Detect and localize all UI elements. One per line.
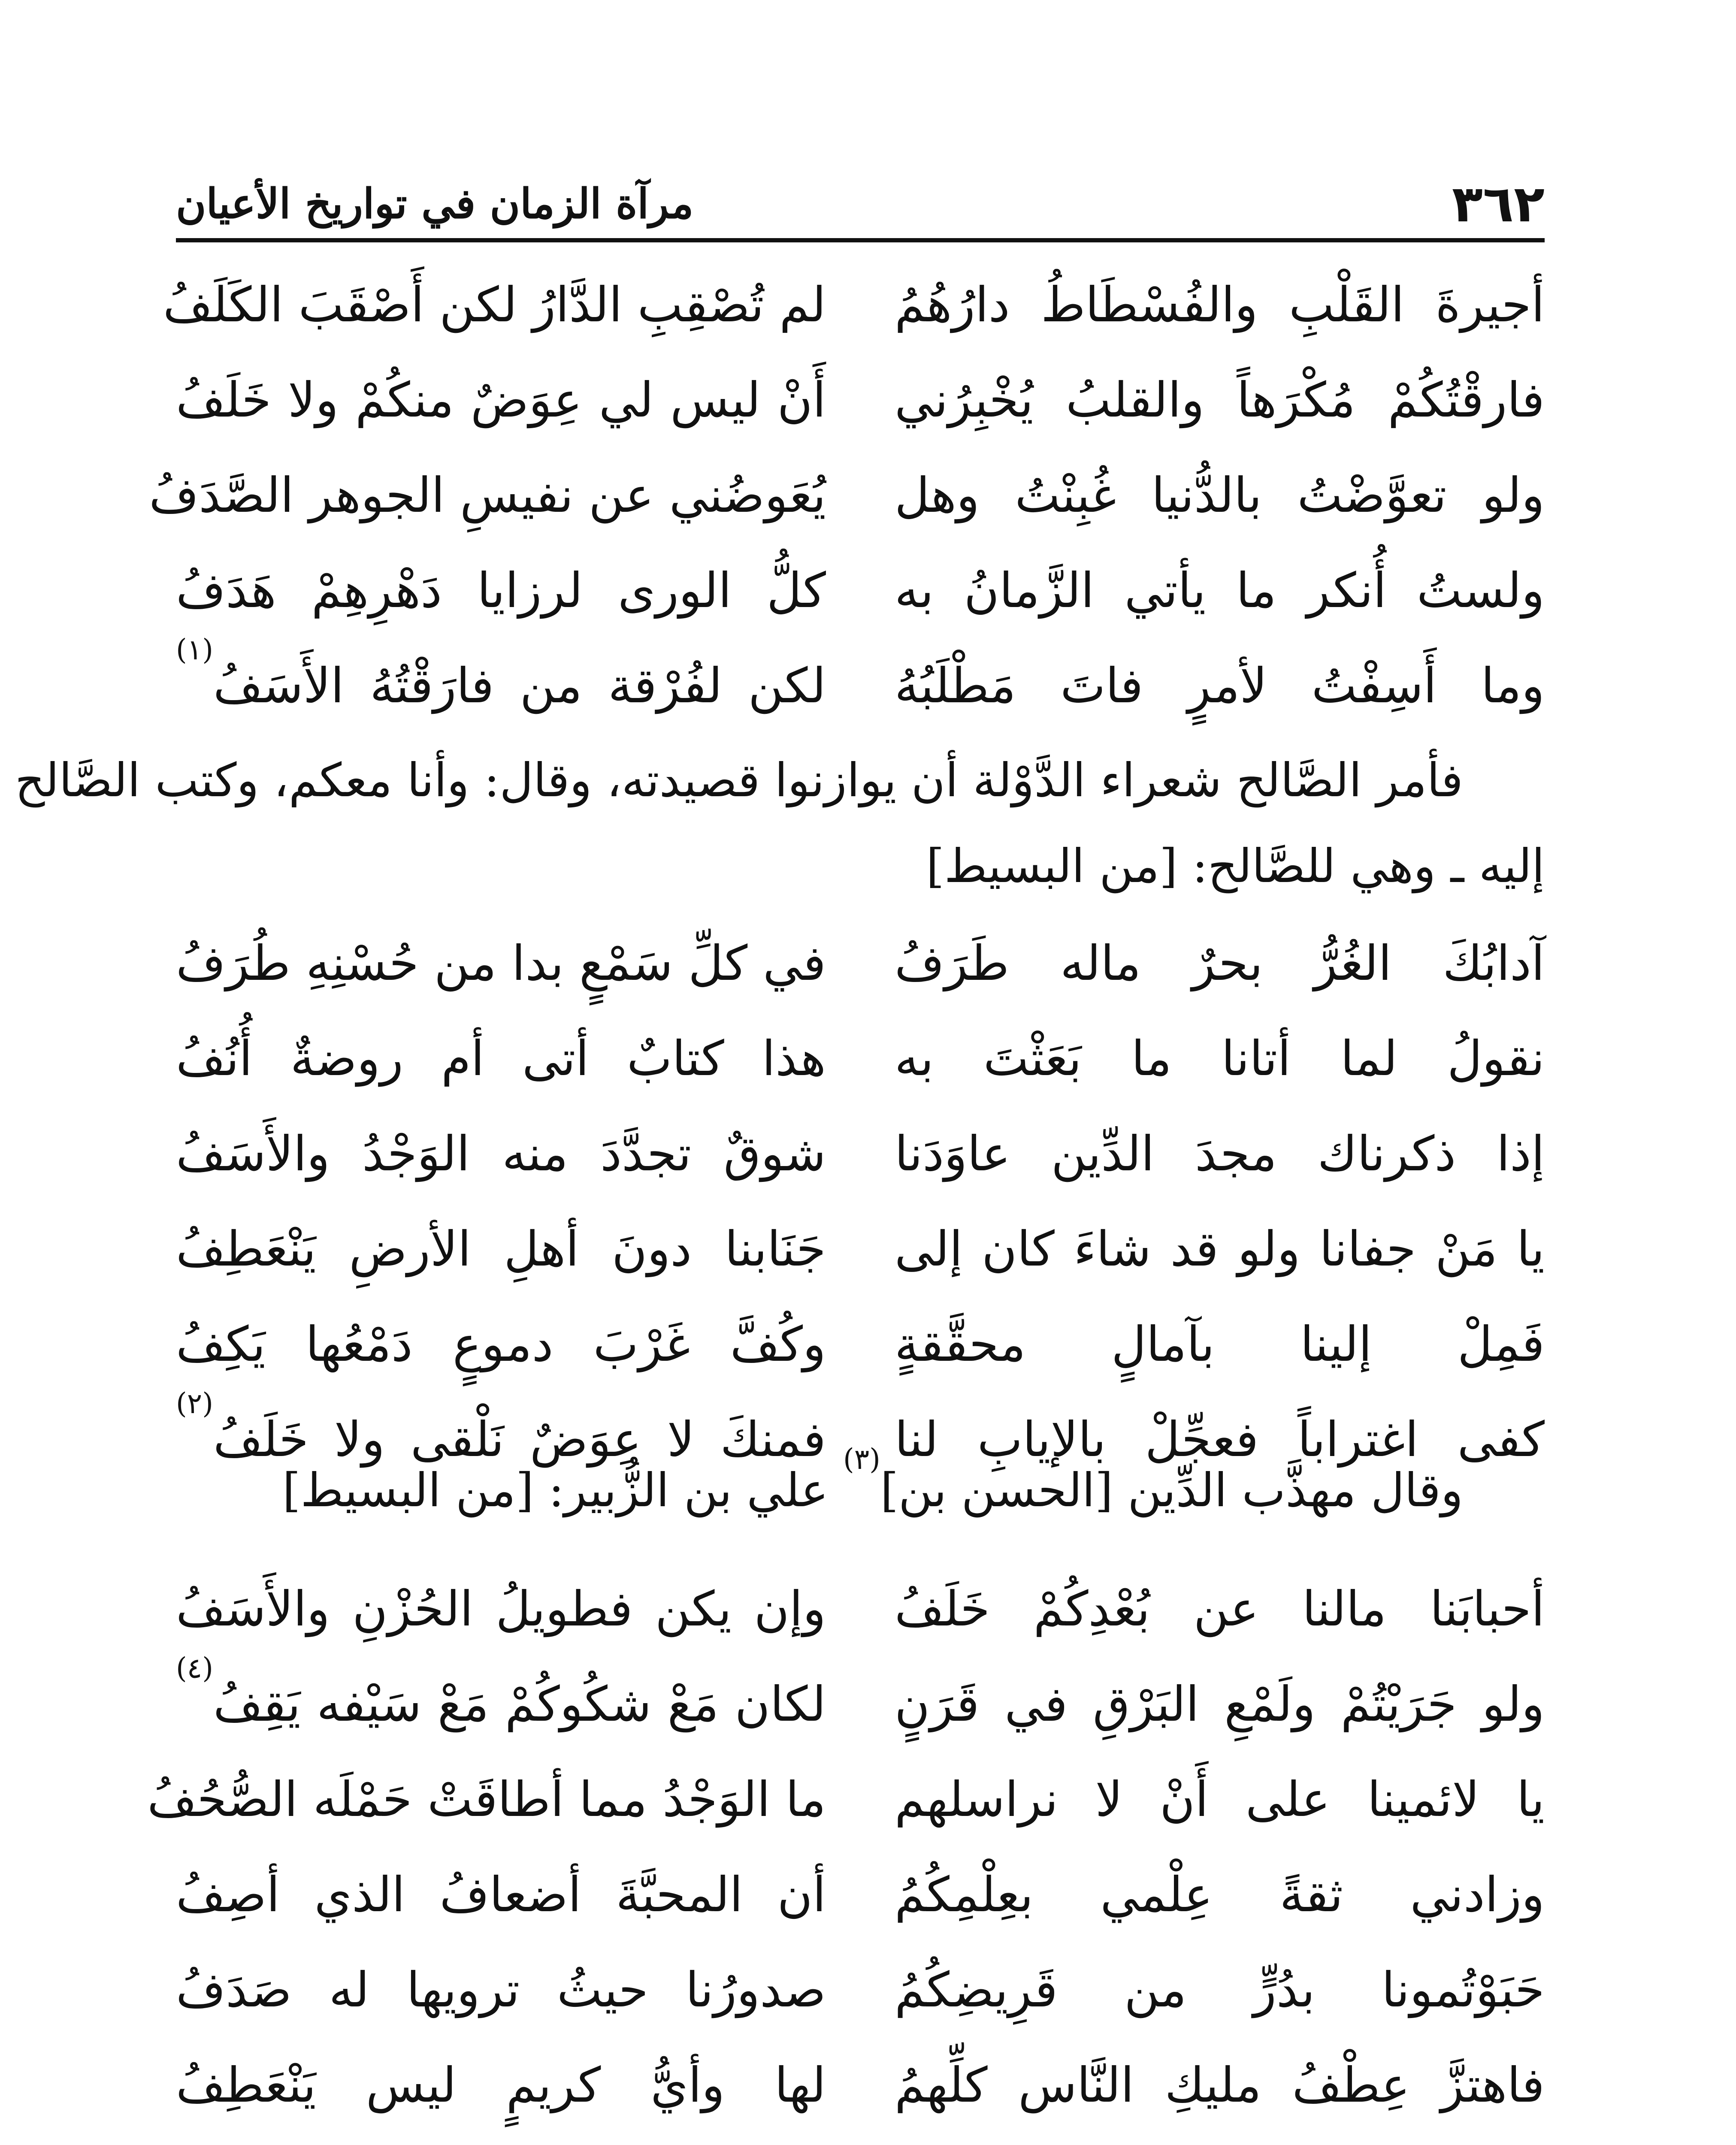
verse-second-hemistich: ما الوَجْدُ مما أطاقَتْ حَمْلَه الصُّحُفُ <box>147 1772 826 1828</box>
verse-second-hemistich: وإن يكن فطويلُ الحُزْنِ والأَسَفُ <box>176 1581 826 1637</box>
footnote-ref: (٣) <box>843 1443 880 1476</box>
verse-second-hemistich: يُعَوضُني عن نفيسِ الجوهر الصَّدَفُ <box>149 468 826 523</box>
poem-block-2 <box>176 916 1545 1487</box>
verse-line <box>176 1847 1545 1943</box>
verse-first-hemistich: يا لائمينا على أَنْ لا نراسلهم <box>895 1772 1545 1828</box>
verse-second-hemistich: أن المحبَّةَ أضعافُ الذي أصِفُ <box>176 1867 826 1923</box>
footnote-ref: (١) <box>176 633 213 666</box>
verse-first-hemistich: نقولُ لما أتانا ما بَعَثْتَ به <box>895 1031 1545 1087</box>
verse-second-hemistich: لكن لفُرْقة من فارَقْتُهُ الأَسَفُ$^{(١)}$ <box>176 633 826 714</box>
verse-first-hemistich: آدابُكَ الغُرُّ بحرٌ ماله طَرَفُ <box>895 936 1545 991</box>
verse-second-hemistich: في كلِّ سَمْعٍ بدا من حُسْنِهِ طُرَفُ <box>176 936 826 991</box>
verse-first-hemistich: أجيرةَ القَلْبِ والفُسْطَاطُ دارُهُمُ <box>895 277 1545 333</box>
poem-block-1 <box>149 257 1545 734</box>
verse-line <box>176 353 1545 448</box>
verse-second-hemistich: فمنكَ لا عِوَضٌ نَلْقى ولا خَلَفُ$^{(٢)}$ <box>176 1387 826 1468</box>
verse-first-hemistich: إذا ذكرناك مجدَ الدِّين عاوَدَنا <box>895 1126 1545 1182</box>
verse-line <box>176 916 1545 1011</box>
prose-paragraph-1 <box>15 738 1545 909</box>
verse-first-hemistich: فَمِلْ إلينا بآمالٍ محقَّقةٍ <box>895 1317 1545 1372</box>
verse-first-hemistich: فارقْتُكُمْ مُكْرَهاً والقلبُ يُخْبِرُني <box>895 372 1545 428</box>
verse-first-hemistich: ولستُ أُنكر ما يأتي الزَّمانُ به <box>895 563 1545 619</box>
verse-first-hemistich: يا مَنْ جفانا ولو قد شاءَ كان إلى <box>895 1221 1545 1277</box>
verse-second-hemistich: وكُفَّ غَرْبَ دموعٍ دَمْعُها يَكِفُ <box>176 1317 826 1372</box>
verse-line <box>176 1562 1545 1657</box>
verse-second-hemistich: لها وأيُّ كريمٍ ليس يَنْعَطِفُ <box>176 2057 826 2113</box>
footnote-ref: (٢) <box>176 1387 213 1420</box>
verse-first-hemistich: ولو جَرَيْتُمْ ولَمْعِ البَرْقِ في قَرَنٍ <box>895 1677 1545 1732</box>
verse-line <box>176 1011 1545 1106</box>
page-header <box>176 172 1545 236</box>
verse-second-hemistich: كلُّ الورى لرزايا دَهْرِهِمْ هَدَفُ <box>176 563 826 619</box>
prose-line: إليه ـ وهي للصَّالح: [من البسيط] <box>926 840 1545 893</box>
verse-line <box>176 1202 1545 1297</box>
verse-first-hemistich: ولو تعوَّضْتُ بالدُّنيا غُبِنْتُ وهل <box>895 468 1545 523</box>
verse-second-hemistich: لم تُصْقِبِ الدَّارُ لكن أَصْقَبَ الكَلَفُ <box>163 277 826 333</box>
header-rule <box>176 238 1545 242</box>
verse-second-hemistich: شوقٌ تجدَّدَ منه الوَجْدُ والأَسَفُ <box>176 1126 826 1182</box>
verse-second-hemistich: أَنْ ليس لي عِوَضٌ منكُمْ ولا خَلَفُ <box>176 372 826 428</box>
verse-first-hemistich: وما أَسِفْتُ لأمرٍ فاتَ مَطْلَبُهُ <box>895 658 1545 714</box>
page-number: ٣٦٢ <box>1452 174 1545 233</box>
verse-line <box>147 1752 1545 1847</box>
verse-first-hemistich: وزادني ثقةً عِلْمي بعِلْمِكُمُ <box>895 1867 1545 1923</box>
verse-line <box>176 2038 1545 2133</box>
verse-first-hemistich: أحبابَنا مالنا عن بُعْدِكُمْ خَلَفُ <box>895 1581 1545 1637</box>
verse-first-hemistich: فاهتزَّ عِطْفُ مليكِ النَّاس كلِّهمُ <box>895 2057 1545 2113</box>
verse-first-hemistich: حَبَوْتُمونا بدُرٍّ من قَرِيضِكُمُ <box>895 1962 1545 2018</box>
prose-line: فأمر الصَّالح شعراء الدَّوْلة أن يوازنوا قصيدته، وقال: وأنا معكم، وكتب الصَّالح <box>15 754 1463 807</box>
prose-paragraph-2 <box>176 1443 1545 1534</box>
verse-second-hemistich: لكان مَعْ شكُوكُمْ مَعْ سَيْفه يَقِفُ$^{(٤)}$ <box>176 1652 826 1732</box>
verse-line <box>149 448 1545 543</box>
verse-line <box>176 1943 1545 2038</box>
verse-line <box>176 1652 1545 1752</box>
verse-second-hemistich: هذا كتابٌ أتى أم روضةٌ أُنُفُ <box>176 1031 826 1087</box>
verse-second-hemistich: جَنَابنا دونَ أهلِ الأرضِ يَنْعَطِفُ <box>176 1221 826 1277</box>
running-title: مرآة الزمان في تواريخ الأعيان <box>176 179 694 228</box>
footnote-ref: (٤) <box>176 1652 213 1685</box>
verse-line <box>163 257 1545 353</box>
verse-line <box>176 633 1545 734</box>
verse-second-hemistich: صدورُنا حيثُ ترويها له صَدَفُ <box>176 1962 826 2018</box>
prose-line: وقال مهذَّب الدِّين [الحسن بن]$^{(٣)}$ علي بن الزُّبير: [من البسيط] <box>282 1443 1463 1517</box>
verse-line <box>176 543 1545 638</box>
verse-first-hemistich: كفى اغتراباً فعجِّلْ بالإيابِ لنا <box>895 1412 1545 1468</box>
verse-line <box>176 1106 1545 1202</box>
poem-block-3 <box>147 1562 1545 2133</box>
verse-line <box>176 1297 1545 1392</box>
